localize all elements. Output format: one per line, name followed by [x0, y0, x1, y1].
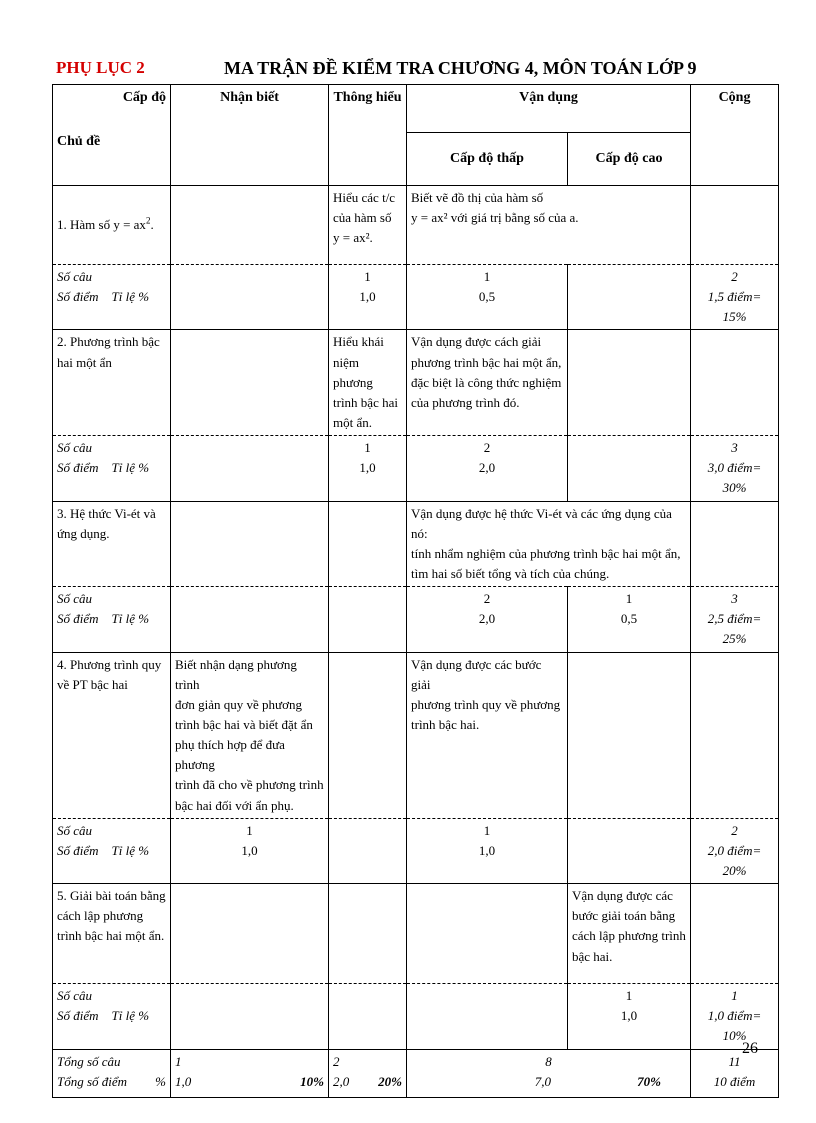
- count-labels: Số câu Số điểm Tỉ lệ %: [53, 265, 171, 330]
- totals-row: [53, 1049, 779, 1097]
- apply-low-count: [407, 984, 568, 1049]
- page-header: [56, 58, 776, 80]
- count-row: [53, 587, 779, 652]
- page-title: MA TRẬN ĐỀ KIỂM TRA CHƯƠNG 4, MÔN TOÁN LỚP 9: [224, 58, 697, 78]
- understand-cell: Hiểu các t/c của hàm số y = ax².: [329, 186, 407, 265]
- apply-low-cell: [407, 884, 568, 984]
- exam-matrix-table: [52, 84, 779, 1098]
- apply-low-count: 2 2,0: [407, 436, 568, 501]
- count-row: [53, 265, 779, 330]
- recognize-count: [171, 984, 329, 1049]
- topic-name: 1. Hàm số $y = ax^2$.: [53, 186, 171, 265]
- total-count: 2 2,0 điểm= 20%: [691, 818, 779, 883]
- apply-low-count: 2 2,0: [407, 587, 568, 652]
- apply-high-count: [568, 436, 691, 501]
- total-cell: [691, 330, 779, 436]
- understand-count: 1 1,0: [329, 265, 407, 330]
- topic-name: 5. Giải bài toán bằng cách lập phương trình bậc hai một ẩn.: [53, 884, 171, 984]
- recognize-count: [171, 587, 329, 652]
- apply-header: Vận dụng: [407, 85, 691, 133]
- count-row: [53, 984, 779, 1049]
- total-count: 1 1,0 điểm= 10%: [691, 984, 779, 1049]
- understand-cell: Hiểu khái niệm phương trình bậc hai một ẩn.: [329, 330, 407, 436]
- count-labels: Số câu Số điểm Tỉ lệ %: [53, 436, 171, 501]
- count-labels: Số câu Số điểm Tỉ lệ %: [53, 984, 171, 1049]
- recognize-cell: [171, 186, 329, 265]
- count-row: [53, 436, 779, 501]
- count-row: [53, 818, 779, 883]
- total-header: Cộng: [691, 85, 779, 186]
- total-count: 3 3,0 điểm= 30%: [691, 436, 779, 501]
- header-level-topic: [53, 85, 171, 186]
- apply-high-cell: [568, 652, 691, 818]
- apply-high-count: [568, 265, 691, 330]
- total-cell: [691, 501, 779, 587]
- understand-cell: [329, 884, 407, 984]
- understand-cell: [329, 501, 407, 587]
- apply-low-count: 1 1,0: [407, 818, 568, 883]
- topic-row: [53, 186, 779, 265]
- topic-name: 4. Phương trình quy về PT bậc hai: [53, 652, 171, 818]
- apply-high-header: Cấp độ cao: [568, 133, 691, 186]
- apply-low-cell: Vận dụng được cách giải phương trình bậc hai một ẩn, đặc biệt là công thức nghiệm của phương trình đó.: [407, 330, 568, 436]
- apply-low-cell: Biết vẽ đồ thị của hàm số y = ax² với giá trị bằng số của a.: [407, 186, 691, 265]
- total-cell: [691, 884, 779, 984]
- apply-high-count: [568, 818, 691, 883]
- appendix-label: PHỤ LỤC 2: [56, 58, 145, 77]
- recognize-count: [171, 265, 329, 330]
- understand-count: [329, 984, 407, 1049]
- total-count: 3 2,5 điểm= 25%: [691, 587, 779, 652]
- apply-high-count: 1 0,5: [568, 587, 691, 652]
- topic-name: 2. Phương trình bậc hai một ẩn: [53, 330, 171, 436]
- understand-count: [329, 818, 407, 883]
- level-header: Cấp độ: [122, 90, 166, 105]
- topic-header: Chủ đề: [57, 133, 101, 149]
- total-cell: [691, 186, 779, 265]
- apply-high-cell: Vận dụng được các bước giải toán bằng cách lập phương trình bậc hai.: [568, 884, 691, 984]
- apply-low-count: 1 0,5: [407, 265, 568, 330]
- topic-row: [53, 501, 779, 587]
- apply-cell: Vận dụng được hệ thức Vi-ét và các ứng dụng của nó: tính nhẩm nghiệm của phương trình bậc hai một ẩn, tìm hai số biết tổng và tích của chúng.: [407, 501, 691, 587]
- apply-high-count: 1 1,0: [568, 984, 691, 1049]
- recognize-count: [171, 436, 329, 501]
- totals-apply: 8 7,0 70%: [407, 1049, 691, 1097]
- apply-low-header: Cấp độ thấp: [407, 133, 568, 186]
- understand-count: 1 1,0: [329, 436, 407, 501]
- topic-row: [53, 330, 779, 436]
- understand-header: Thông hiểu: [329, 85, 407, 186]
- totals-understand: 2 2,0 20%: [329, 1049, 407, 1097]
- recognize-cell: [171, 330, 329, 436]
- count-labels: Số câu Số điểm Tỉ lệ %: [53, 818, 171, 883]
- understand-cell: [329, 652, 407, 818]
- total-cell: [691, 652, 779, 818]
- recognize-cell: [171, 501, 329, 587]
- totals-all: 11 10 điểm: [691, 1049, 779, 1097]
- apply-low-cell: Vận dụng được các bước giải phương trình quy về phương trình bậc hai.: [407, 652, 568, 818]
- topic-name: 3. Hệ thức Vi-ét và ứng dụng.: [53, 501, 171, 587]
- recognize-cell: Biết nhận dạng phương trình đơn giản quy về phương trình bậc hai và biết đặt ẩn phụ thích hợp để đưa phương trình đã cho về phương trình bậc hai đối với ẩn phụ.: [171, 652, 329, 818]
- totals-recognize: 1 1,0 10%: [171, 1049, 329, 1097]
- total-count: 2 1,5 điểm= 15%: [691, 265, 779, 330]
- recognize-cell: [171, 884, 329, 984]
- count-labels: Số câu Số điểm Tỉ lệ %: [53, 587, 171, 652]
- apply-high-cell: [568, 330, 691, 436]
- topic-row: [53, 884, 779, 984]
- topic-row: [53, 652, 779, 818]
- page-number: 26: [742, 1040, 758, 1057]
- totals-labels: Tổng số câu Tổng số điểm %: [53, 1049, 171, 1097]
- understand-count: [329, 587, 407, 652]
- recognize-count: 1 1,0: [171, 818, 329, 883]
- recognize-header: Nhận biết: [171, 85, 329, 186]
